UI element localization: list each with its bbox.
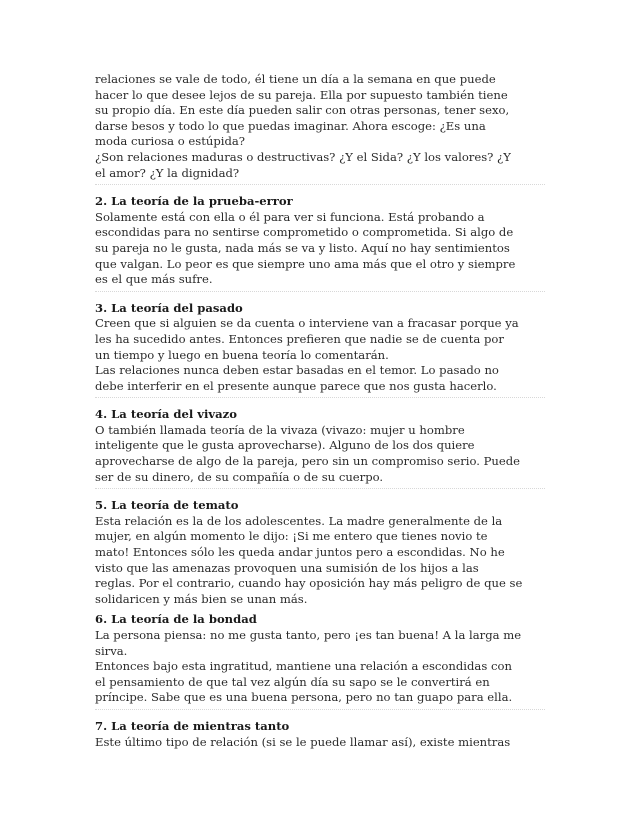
document-page	[95, 72, 545, 753]
section-paragraph: Esta relación es la de los adolescentes. La madre generalmente de la mujer, en algún momento le dijo: ¡Si me entero que tienes novio te mato! Entonces sólo les queda andar juntos pero a escondidas. No he visto que las amenazas provoquen una sumisión de los hijos a las reglas. Por el contrario, cuando hay oposición hay más peligro de que se solidaricen y más bien se unan más.	[95, 513, 523, 606]
section-heading: 5. La teoría de temato	[95, 498, 239, 513]
section-heading: 2. La teoría de la prueba-error	[95, 194, 293, 209]
section-2	[95, 194, 545, 292]
section-paragraph: Solamente está con ella o él para ver si funciona. Está probando a escondidas para no sentirse comprometido o comprometida. Si algo de su pareja no le gusta, nada más se va y listo. Aquí no hay sentimientos que valgan. Lo peor es que siempre uno ama más que el otro y siempre es el que más sufre.	[95, 209, 516, 287]
section-heading: 3. La teoría del pasado	[95, 300, 243, 315]
section-4	[95, 407, 545, 489]
section-paragraph: Entonces bajo esta ingratitud, mantiene una relación a escondidas con el pensamiento de que tal vez algún día su sapo se le convertirá en príncipe. Sabe que es una buena persona, pero no tan guapo para ella.	[95, 659, 513, 705]
intro-paragraph: relaciones se vale de todo, él tiene un día a la semana en que puede hacer lo que desee lejos de su pareja. Ella por supuesto también tiene su propio día. En este día pueden salir con otras personas, tener sexo, darse besos y todo lo que puedas imaginar. Ahora escoge: ¿Es una moda curiosa o estúpida?	[95, 72, 510, 149]
section-paragraph: La persona piensa: no me gusta tanto, pero ¡es tan buena! A la larga me sirva.	[95, 628, 522, 658]
section-paragraph: Las relaciones nunca deben estar basadas en el temor. Lo pasado no debe interferir en el presente aunque parece que nos gusta hacerlo.	[95, 363, 499, 393]
section-heading: 4. La teoría del vivazo	[95, 407, 237, 422]
section-6	[95, 612, 545, 710]
section-7	[95, 719, 545, 753]
section-paragraph: Creen que si alguien se da cuenta o interviene van a fracasar porque ya les ha sucedido antes. Entonces prefieren que nadie se de cuenta por un tiempo y luego en buena teoría lo comentarán.	[95, 316, 519, 362]
section-paragraph: Este último tipo de relación (si se le puede llamar así), existe mientras	[95, 734, 511, 749]
section-5	[95, 498, 545, 610]
intro-questions: ¿Son relaciones maduras o destructivas? ¿Y el Sida? ¿Y los valores? ¿Y el amor? ¿Y la dignidad?	[95, 149, 511, 180]
section-heading: 6. La teoría de la bondad	[95, 612, 257, 627]
section-paragraph: O también llamada teoría de la vivaza (vivazo: mujer u hombre inteligente que le gusta aprovecharse). Alguno de los dos quiere aprovecharse de algo de la pareja, pero sin un compromiso serio. Puede ser de su dinero, de su compañía o de su cuerpo.	[95, 422, 521, 484]
section-3	[95, 301, 545, 399]
intro-block	[95, 72, 545, 185]
section-heading: 7. La teoría de mientras tanto	[95, 718, 290, 733]
